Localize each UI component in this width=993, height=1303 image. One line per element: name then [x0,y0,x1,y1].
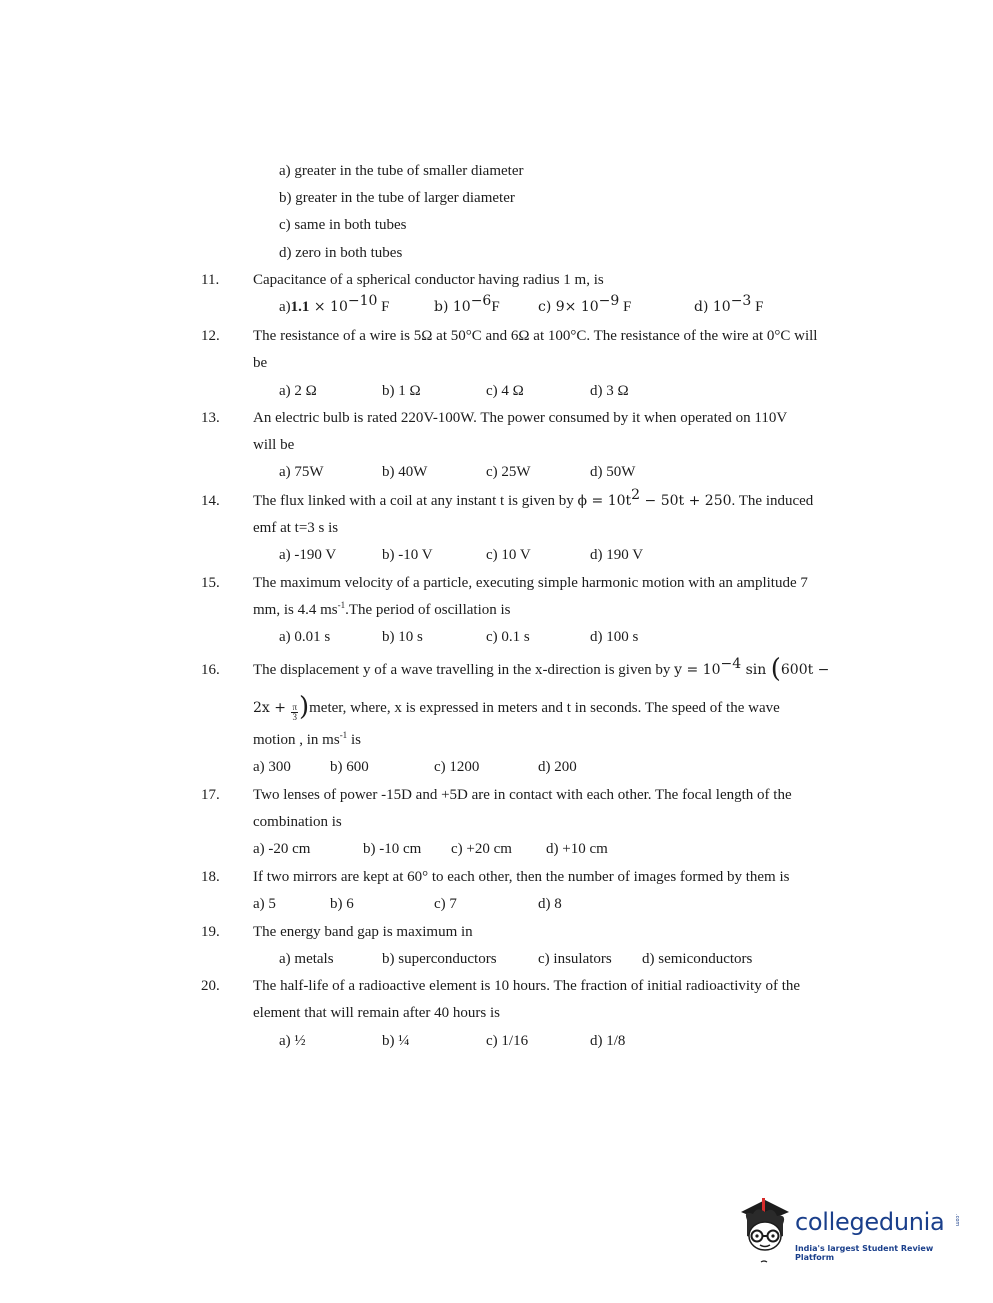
question-text: Two lenses of power -15D and +5D are in contact with each other. The focal length of the [253,787,792,803]
option-a: a) 0.01 s [279,629,331,645]
option-d: d) 190 V [590,547,644,563]
question-text: Capacitance of a spherical conductor having radius 1 m, is [253,272,604,288]
option-a: a) 2 Ω [279,383,317,399]
option-b: b) greater in the tube of larger diameter [279,190,515,206]
option-a: a) -190 V [279,547,337,563]
question-text-cont: mm, is 4.4 $ms^{-1}.The$ period of oscillation is [253,600,511,618]
option-d: d) 1/8 [590,1033,626,1049]
option-c: c) 1/16 [486,1033,529,1049]
option-c: c) 0.1 s [486,629,530,645]
option-c: c) 25W [486,464,531,480]
question-number: 19. [201,924,220,940]
question-number: 14. [201,493,220,509]
logo-wordmark: collegedunia [795,1208,945,1236]
option-a: a) -20 cm [253,841,311,857]
option-c: c) 1200 [434,759,480,775]
option-a: a) 300 [253,759,291,775]
question-number: 18. [201,869,220,885]
option-d: d) zero in both tubes [279,245,403,261]
collegedunia-logo [735,1196,965,1268]
option-b: b) $10^{-6}F$ [434,293,500,315]
option-c: c) 10 V [486,547,531,563]
logo-dotcom: .com [954,1214,960,1227]
question-text: The displacement y of a wave travelling in the x-direction is given by $y = 10^{-4}$ sin (600t − [253,654,830,684]
option-b: b) 1 Ω [382,383,421,399]
question-text-cont: be [253,355,268,371]
option-c: c) $9\times 10^{-9}$ F [538,293,632,315]
option-b: b) 600 [330,759,369,775]
option-c: c) +20 cm [451,841,512,857]
question-text-cont: element that will remain after 40 hours is [253,1005,501,1021]
logo-tagline: India's largest Student Review Platform [795,1244,934,1262]
option-b: b) ¼ [382,1033,410,1049]
question-text-cont: emf at t=3 s is [253,520,339,536]
option-c: c) 7 [434,896,457,912]
question-number: 16. [201,662,220,678]
option-b: b) superconductors [382,951,497,967]
question-number: 20. [201,978,220,994]
option-b: b) -10 V [382,547,433,563]
option-d: d) 100 s [590,629,639,645]
question-text: The flux linked with a coil at any instant t is given by $\phi = 10t^2 - 50t + 250$. The induced [253,487,814,509]
student-mascot-icon [735,1196,795,1266]
question-text: The half-life of a radioactive element is 10 hours. The fraction of initial radioactivity of the [253,978,801,994]
question-number: 11. [201,272,220,288]
question-text-cont: 2x + $\frac{\pi}{3}$ )meter, where, x is expressed in meters and t in seconds. The speed of the wave [253,692,780,722]
question-number: 17. [201,787,220,803]
option-a: a) metals [279,951,334,967]
question-text: An electric bulb is rated 220V-100W. The power consumed by it when operated on 110V [253,410,788,426]
question-number: 13. [201,410,220,426]
question-text: The energy band gap is maximum in [253,924,473,940]
option-a: a) 75W [279,464,324,480]
option-a: a) 5 [253,896,276,912]
question-number: 12. [201,328,220,344]
fraction-pi-over-3: $\frac{\pi}{3}$ [292,702,297,722]
option-d: d) $10^{-3}$ F [694,293,764,315]
option-b: b) -10 cm [363,841,422,857]
option-a: a) ½ [279,1033,306,1049]
option-a: a) greater in the tube of smaller diameter [279,163,524,179]
question-text: The resistance of a wire is 5Ω at 50°C and 6Ω at 100°C. The resistance of the wire at 0°C will [253,328,818,344]
option-d: d) 50W [590,464,636,480]
question-number: 15. [201,575,220,591]
option-c: c) insulators [538,951,612,967]
option-b: b) 6 [330,896,354,912]
option-d: d) 200 [538,759,577,775]
option-c: c) same in both tubes [279,217,407,233]
question-text-cont: motion , in $ms^{-1}$ is [253,730,361,748]
option-d: d) semiconductors [642,951,753,967]
question-text-cont: combination is [253,814,342,830]
option-a: $a)1.1 \times 10^{-10}$ F [279,293,390,315]
question-text-cont: will be [253,437,295,453]
question-text: The maximum velocity of a particle, executing simple harmonic motion with an amplitude 7 [253,575,808,591]
option-d: d) 3 Ω [590,383,629,399]
option-d: d) 8 [538,896,562,912]
option-b: b) 40W [382,464,428,480]
option-d: d) +10 cm [546,841,608,857]
option-c: c) 4 Ω [486,383,524,399]
question-text: If two mirrors are kept at 60° to each other, then the number of images formed by them is [253,869,790,885]
option-b: b) 10 s [382,629,423,645]
